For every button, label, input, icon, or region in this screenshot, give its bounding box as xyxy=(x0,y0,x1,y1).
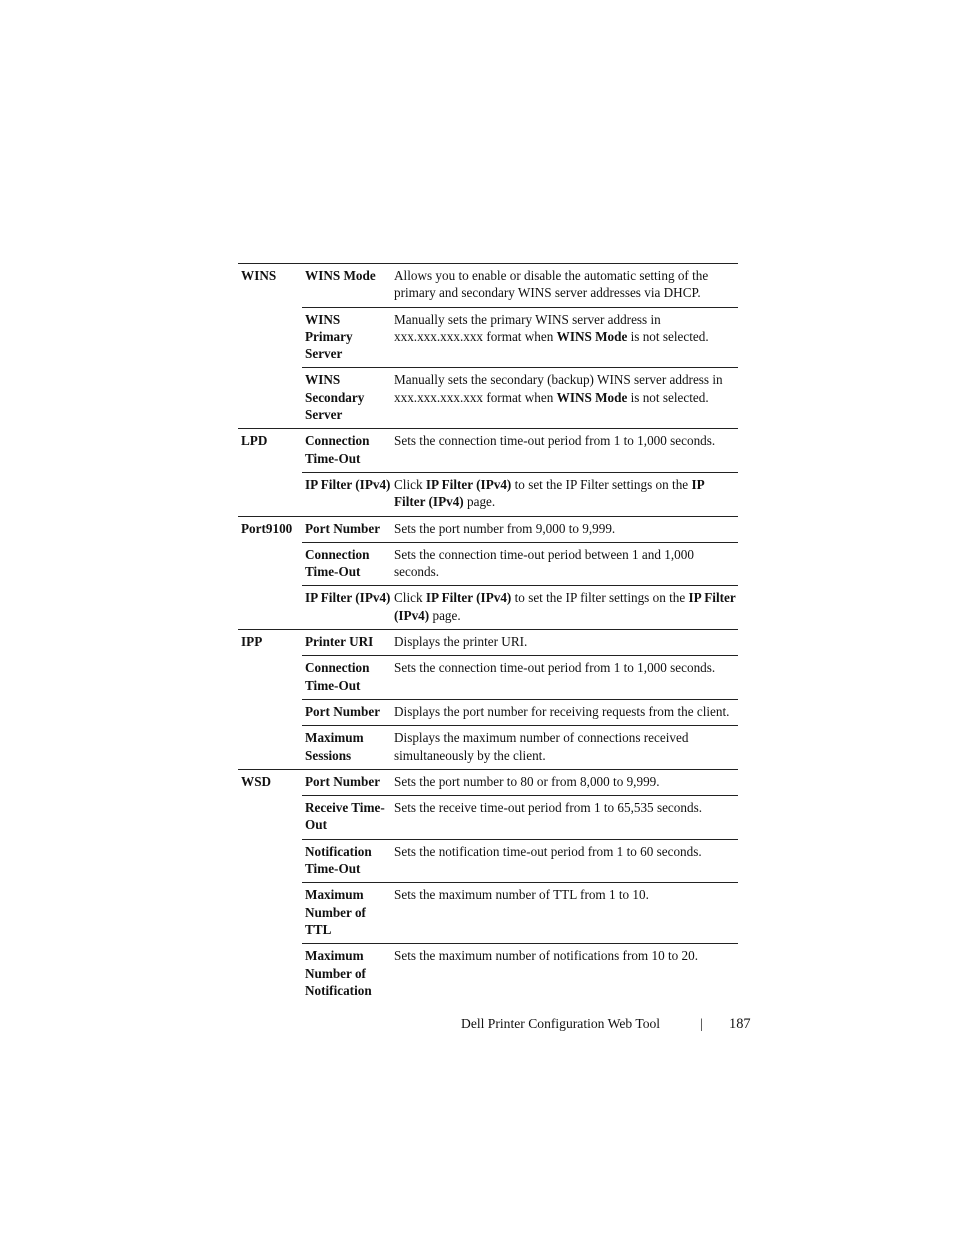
table-row xyxy=(238,586,738,630)
group-label xyxy=(238,796,302,840)
footer-title: Dell Printer Configuration Web Tool xyxy=(461,1016,661,1031)
group-label: Port9100 xyxy=(238,516,302,542)
setting-name: Connection Time-Out xyxy=(302,429,391,473)
group-label xyxy=(238,944,302,1004)
group-label xyxy=(238,307,302,368)
settings-table-body xyxy=(238,264,738,1005)
setting-description xyxy=(391,769,738,795)
setting-name: Maximum Sessions xyxy=(302,726,391,770)
description-bold-text: IP Filter (IPv4) xyxy=(425,476,512,492)
setting-name: Maximum Number of TTL xyxy=(302,883,391,944)
setting-name: IP Filter (IPv4) xyxy=(302,586,391,630)
table-row xyxy=(238,883,738,944)
description-text: Manually sets the secondary (backup) WINS server address in xxx.xxx.xxx.xxx format when xyxy=(394,372,723,405)
setting-description xyxy=(391,944,738,1004)
setting-name: Port Number xyxy=(302,769,391,795)
setting-name: IP Filter (IPv4) xyxy=(302,472,391,516)
description-text: Sets the maximum number of TTL from 1 to 10. xyxy=(394,887,649,903)
description-bold-text: IP Filter (IPv4) xyxy=(394,590,736,623)
table-row xyxy=(238,542,738,586)
table-row xyxy=(238,839,738,883)
description-text: Manually sets the primary WINS server address in xxx.xxx.xxx.xxx format when xyxy=(394,311,661,344)
description-text: Sets the maximum number of notifications from 10 to 20. xyxy=(394,948,699,964)
table-row xyxy=(238,472,738,516)
description-text: is not selected. xyxy=(627,389,709,405)
table-row xyxy=(238,699,738,725)
table-row xyxy=(238,769,738,795)
description-text: Sets the notification time-out period from 1 to 60 seconds. xyxy=(394,843,702,859)
setting-description xyxy=(391,264,738,308)
setting-description xyxy=(391,472,738,516)
table-row xyxy=(238,630,738,656)
group-label xyxy=(238,656,302,700)
setting-description xyxy=(391,839,738,883)
group-label xyxy=(238,883,302,944)
table-row xyxy=(238,944,738,1004)
setting-description xyxy=(391,368,738,429)
description-text: Sets the connection time-out period between 1 and 1,000 seconds. xyxy=(394,546,694,580)
setting-name: Connection Time-Out xyxy=(302,542,391,586)
setting-name: Maximum Number of Notification xyxy=(302,944,391,1004)
description-text: Click xyxy=(394,590,426,606)
description-text: to set the IP filter settings on the xyxy=(511,590,689,606)
table-row xyxy=(238,307,738,368)
setting-name: Port Number xyxy=(302,699,391,725)
group-label xyxy=(238,368,302,429)
description-text: Sets the connection time-out period from 1 to 1,000 seconds. xyxy=(394,660,716,676)
description-bold-text: IP Filter (IPv4) xyxy=(394,476,704,510)
table-row xyxy=(238,656,738,700)
setting-description xyxy=(391,796,738,840)
description-bold-text: IP Filter (IPv4) xyxy=(425,590,512,606)
setting-description xyxy=(391,883,738,944)
table-row xyxy=(238,516,738,542)
setting-name: Connection Time-Out xyxy=(302,656,391,700)
description-text: Sets the connection time-out period from 1 to 1,000 seconds. xyxy=(394,433,716,449)
setting-name: Port Number xyxy=(302,516,391,542)
settings-table xyxy=(238,263,738,1004)
group-label xyxy=(238,472,302,516)
setting-description xyxy=(391,656,738,700)
setting-name: Receive Time-Out xyxy=(302,796,391,840)
setting-description xyxy=(391,586,738,630)
setting-name: Notification Time-Out xyxy=(302,839,391,883)
group-label: IPP xyxy=(238,630,302,656)
group-label xyxy=(238,542,302,586)
description-text: Allows you to enable or disable the automatic setting of the primary and secondary WINS server addresses via DHCP. xyxy=(394,268,709,301)
table-row xyxy=(238,368,738,429)
setting-name: WINS Primary Server xyxy=(302,307,391,368)
setting-description xyxy=(391,516,738,542)
description-text: Displays the maximum number of connections received simultaneously by the client. xyxy=(394,730,689,763)
setting-description xyxy=(391,542,738,586)
page-footer xyxy=(0,1016,954,1036)
table-row xyxy=(238,796,738,840)
setting-description xyxy=(391,429,738,473)
description-text: page. xyxy=(429,607,461,623)
group-label xyxy=(238,726,302,770)
setting-name: WINS Secondary Server xyxy=(302,368,391,429)
group-label: WSD xyxy=(238,769,302,795)
description-text: page. xyxy=(463,494,496,510)
setting-description xyxy=(391,307,738,368)
description-text: Sets the port number from 9,000 to 9,999. xyxy=(394,520,616,536)
setting-name: Printer URI xyxy=(302,630,391,656)
group-label xyxy=(238,586,302,630)
table-row xyxy=(238,429,738,473)
description-bold-text: WINS Mode xyxy=(556,389,628,405)
group-label xyxy=(238,699,302,725)
table-row xyxy=(238,264,738,308)
description-text: to set the IP Filter settings on the xyxy=(511,476,692,492)
description-text: Displays the port number for receiving requests from the client. xyxy=(394,703,730,719)
footer-separator: | xyxy=(700,1016,703,1031)
description-text: Sets the port number to 80 or from 8,000 to 9,999. xyxy=(394,773,660,789)
description-text: is not selected. xyxy=(627,328,709,344)
description-text: Sets the receive time-out period from 1 to 65,535 seconds. xyxy=(394,800,703,816)
description-bold-text: WINS Mode xyxy=(556,328,628,344)
group-label: WINS xyxy=(238,264,302,308)
group-label xyxy=(238,839,302,883)
setting-description xyxy=(391,726,738,770)
group-label: LPD xyxy=(238,429,302,473)
description-text: Click xyxy=(394,476,426,492)
page-number: 187 xyxy=(729,1016,751,1032)
description-text: Displays the printer URI. xyxy=(394,634,528,650)
setting-description xyxy=(391,699,738,725)
setting-description xyxy=(391,630,738,656)
table-row xyxy=(238,726,738,770)
setting-name: WINS Mode xyxy=(302,264,391,308)
